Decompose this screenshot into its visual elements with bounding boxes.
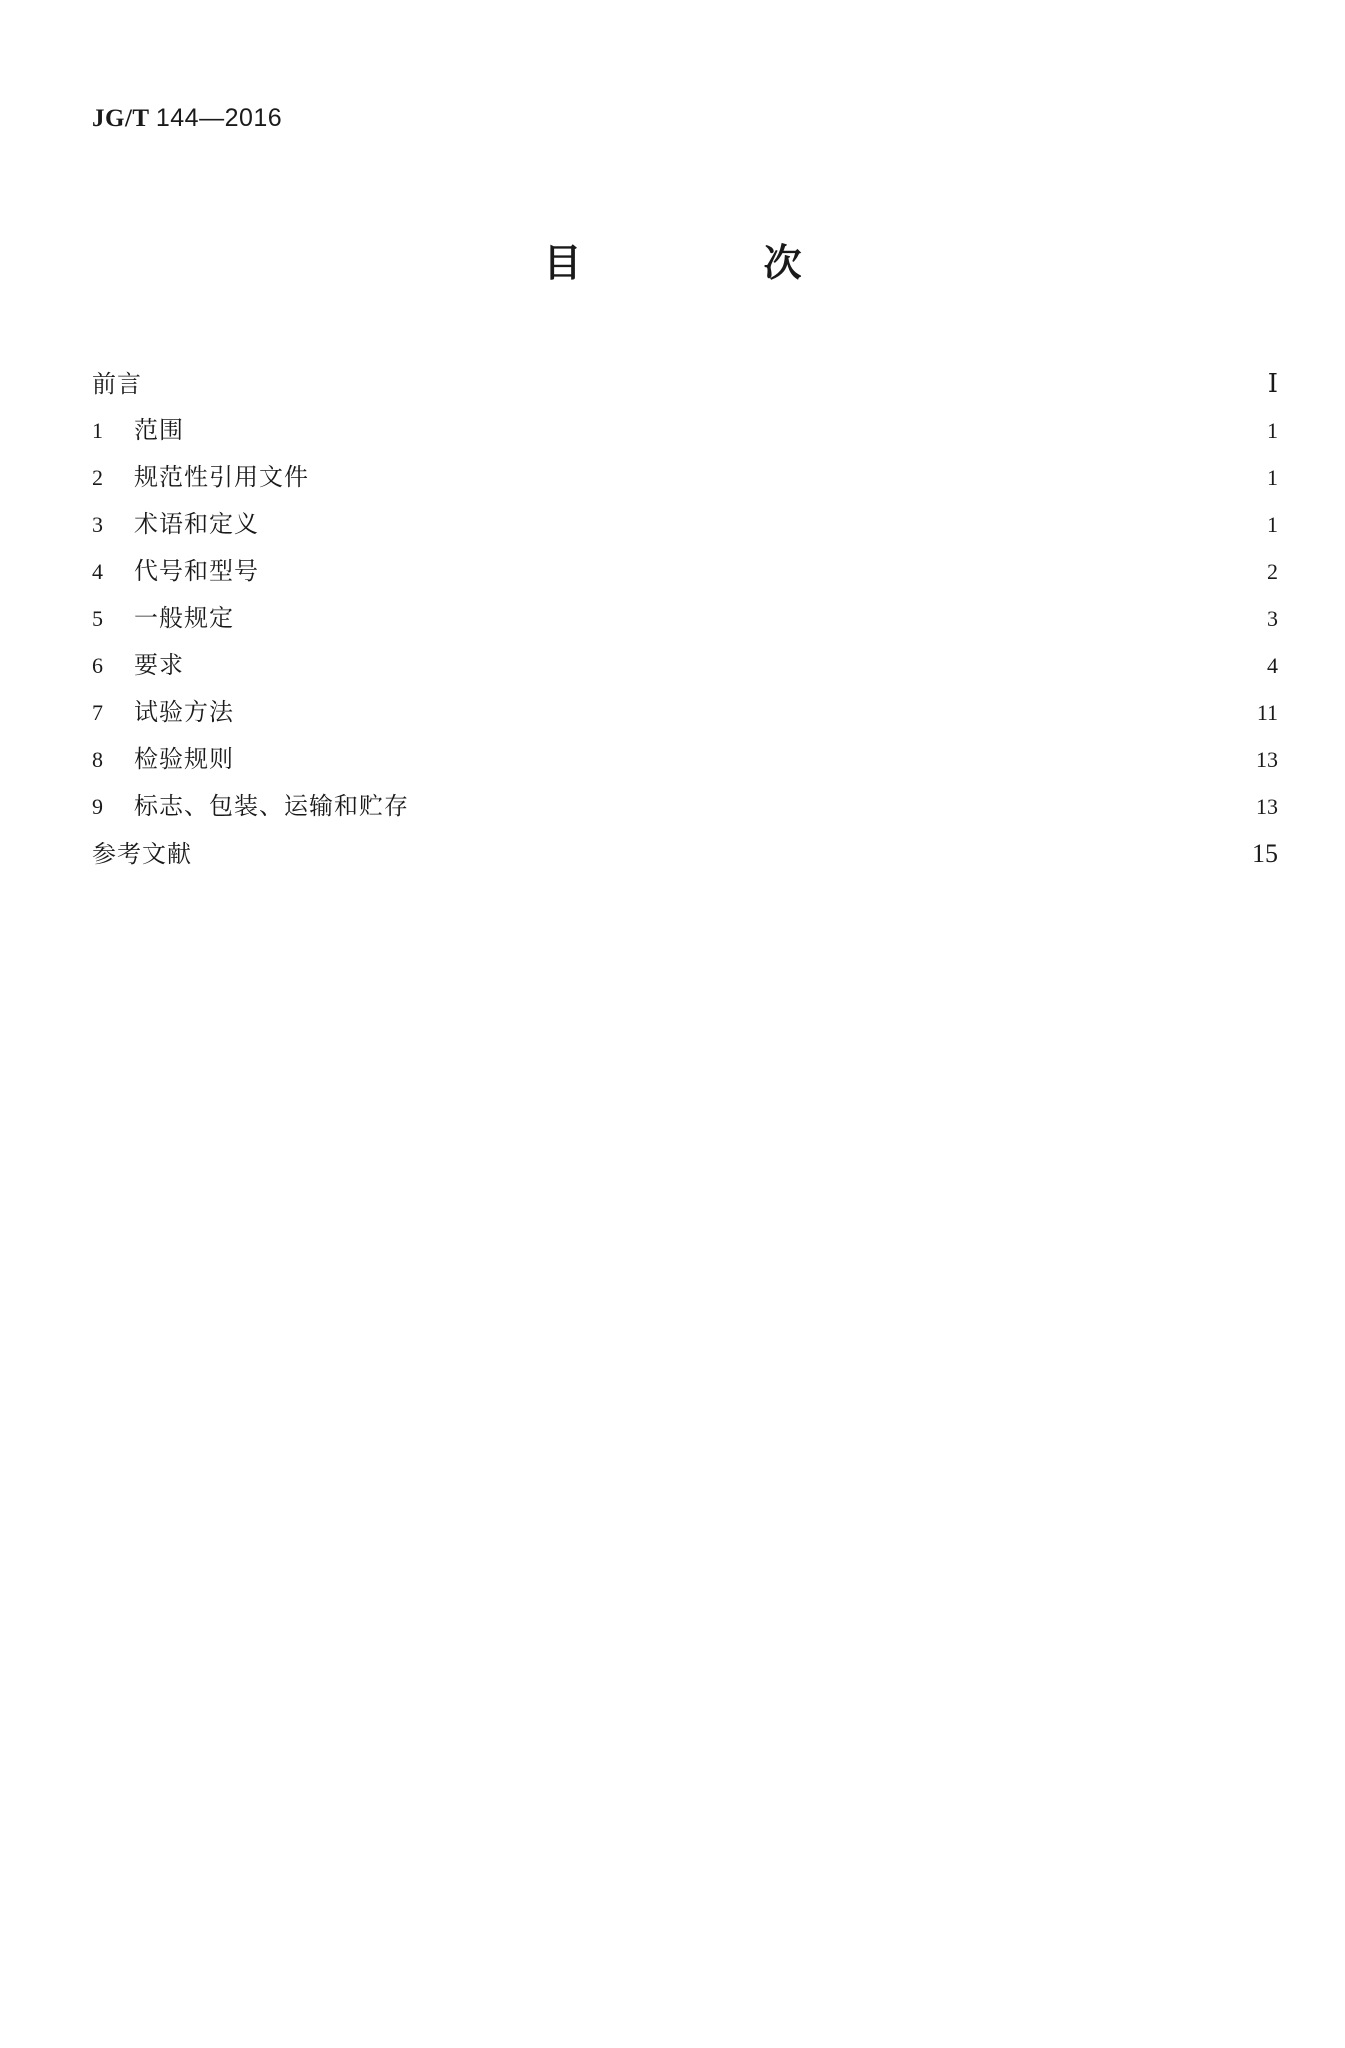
toc-item-scope[interactable] [92, 407, 1278, 454]
standard-code [92, 104, 282, 133]
toc-item-page: 11 [1256, 700, 1278, 725]
toc-item-text: 标志、包装、运输和贮存 [134, 792, 409, 820]
toc-item-number: 6 [92, 653, 103, 678]
standard-code-number: 144—2016 [155, 104, 283, 132]
toc-item-page: 4 [1267, 653, 1278, 678]
toc-item-number: 7 [92, 700, 103, 725]
toc-item-terms-definitions[interactable] [92, 501, 1278, 548]
toc-leader-dots [194, 419, 1246, 443]
toc-item-page: 15 [1252, 839, 1278, 868]
toc-item-test-methods[interactable] [92, 689, 1278, 736]
toc-item-number: 8 [92, 747, 103, 772]
toc-item-text: 一般规定 [134, 604, 234, 632]
toc-leader-dots [244, 607, 1246, 631]
toc-item-page: 1 [1267, 465, 1278, 490]
toc-item-text: 范围 [134, 416, 184, 444]
toc-item-number: 5 [92, 606, 103, 631]
toc-item-page: Ⅰ [1267, 369, 1278, 398]
toc-item-number: 4 [92, 559, 103, 584]
toc-leader-dots [419, 795, 1246, 819]
toc-item-text: 检验规则 [134, 745, 234, 773]
toc-item-page: 13 [1256, 747, 1278, 772]
toc-item-codes-models[interactable] [92, 548, 1278, 595]
toc-item-text: 术语和定义 [134, 510, 259, 538]
toc-item-page: 13 [1256, 794, 1278, 819]
toc-item-number: 2 [92, 465, 103, 490]
toc-item-page: 2 [1267, 559, 1278, 584]
toc-item-text: 要求 [134, 651, 184, 679]
toc-item-bibliography[interactable] [92, 830, 1278, 877]
toc-leader-dots [244, 748, 1246, 772]
toc-item-requirements[interactable] [92, 642, 1278, 689]
toc-item-page: 1 [1267, 418, 1278, 443]
toc-leader-dots [244, 701, 1246, 725]
toc-item-marking-packaging[interactable] [92, 783, 1278, 830]
toc-item-text: 代号和型号 [134, 557, 259, 585]
toc-item-number: 3 [92, 512, 103, 537]
toc-leader-dots [269, 560, 1246, 584]
toc-leader-dots [269, 513, 1246, 537]
standard-code-prefix: JG/T [92, 105, 150, 132]
toc-item-text: 参考文献 [92, 840, 192, 868]
toc-item-number: 1 [92, 418, 103, 443]
toc-leader-dots [152, 372, 1246, 396]
toc-item-text: 前言 [92, 370, 142, 398]
toc-item-inspection-rules[interactable] [92, 736, 1278, 783]
toc-leader-dots [194, 654, 1246, 678]
toc-item-text: 试验方法 [134, 698, 234, 726]
toc-item-page: 3 [1267, 606, 1278, 631]
page-title [0, 232, 1345, 287]
toc-item-normative-references[interactable] [92, 454, 1278, 501]
toc-leader-dots [202, 842, 1242, 866]
toc-item-page: 1 [1267, 512, 1278, 537]
toc-item-preface[interactable] [92, 360, 1278, 407]
page-title-text: 目 次 [543, 241, 874, 285]
table-of-contents [92, 360, 1278, 877]
toc-item-text: 规范性引用文件 [134, 463, 309, 491]
toc-item-general-provisions[interactable] [92, 595, 1278, 642]
toc-item-number: 9 [92, 794, 103, 819]
toc-leader-dots [319, 466, 1246, 490]
